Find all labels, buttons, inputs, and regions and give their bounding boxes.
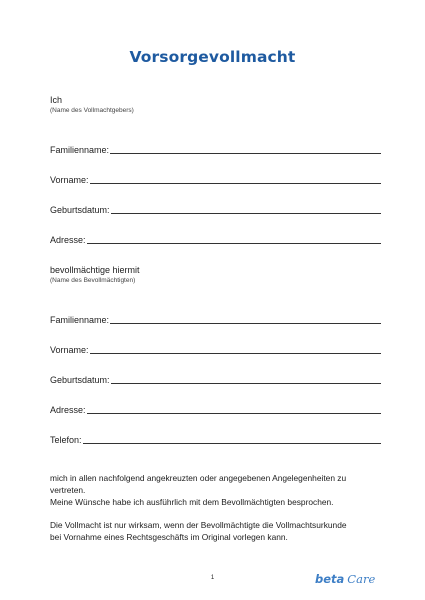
fill-in-line[interactable]	[110, 323, 381, 324]
logo-word-care: Care	[347, 572, 376, 586]
fill-in-line[interactable]	[87, 413, 381, 414]
fill-in-line[interactable]	[110, 153, 381, 154]
page-number: 1	[210, 575, 215, 581]
field-label: Telefon:	[50, 435, 82, 445]
field-label: Adresse:	[50, 235, 86, 245]
fill-in-line[interactable]	[90, 353, 381, 354]
fill-in-line[interactable]	[111, 383, 381, 384]
logo-word-beta: beta	[315, 572, 345, 586]
agent-family-name-field[interactable]	[50, 313, 381, 325]
principal-family-name-field[interactable]	[50, 143, 381, 155]
field-label: Vorname:	[50, 345, 89, 355]
body-text-line: Die Vollmacht ist nur wirksam, wenn der Bevollmächtigte die Vollmachtsurkunde	[50, 520, 347, 530]
agent-address-field[interactable]	[50, 403, 381, 415]
fill-in-line[interactable]	[111, 213, 381, 214]
principal-heading: Ich	[50, 95, 63, 105]
agent-heading: bevollmächtige hiermit	[50, 265, 140, 275]
field-label: Adresse:	[50, 405, 86, 415]
beta-care-logo	[315, 572, 375, 586]
agent-subheading: (Name des Bevollmächtigten)	[50, 277, 136, 284]
agent-first-name-field[interactable]	[50, 343, 381, 355]
field-label: Geburtsdatum:	[50, 205, 110, 215]
agent-birthdate-field[interactable]	[50, 373, 381, 385]
validity-paragraph	[50, 519, 385, 543]
body-text-line: bei Vornahme eines Rechtsgeschäfts im Original vorlegen kann.	[50, 532, 288, 542]
fill-in-line[interactable]	[83, 443, 381, 444]
body-text-line: mich in allen nachfolgend angekreuzten oder angegebenen Angelegenheiten zu	[50, 473, 347, 483]
field-label: Familienname:	[50, 315, 110, 325]
body-text-line: Meine Wünsche habe ich ausführlich mit dem Bevollmächtigten besprochen.	[50, 497, 334, 507]
fill-in-line[interactable]	[87, 243, 381, 244]
document-title: Vorsorgevollmacht	[129, 48, 296, 66]
principal-heading-block	[50, 95, 134, 115]
field-label: Vorname:	[50, 175, 89, 185]
fill-in-line[interactable]	[90, 183, 381, 184]
agent-heading-block	[50, 265, 140, 285]
field-label: Familienname:	[50, 145, 110, 155]
authorization-paragraph	[50, 472, 385, 508]
field-label: Geburtsdatum:	[50, 375, 110, 385]
principal-first-name-field[interactable]	[50, 173, 381, 185]
principal-subheading: (Name des Vollmachtgebers)	[50, 107, 134, 114]
principal-address-field[interactable]	[50, 233, 381, 245]
body-text-line: vertreten.	[50, 485, 86, 495]
agent-phone-field[interactable]	[50, 433, 381, 445]
principal-birthdate-field[interactable]	[50, 203, 381, 215]
